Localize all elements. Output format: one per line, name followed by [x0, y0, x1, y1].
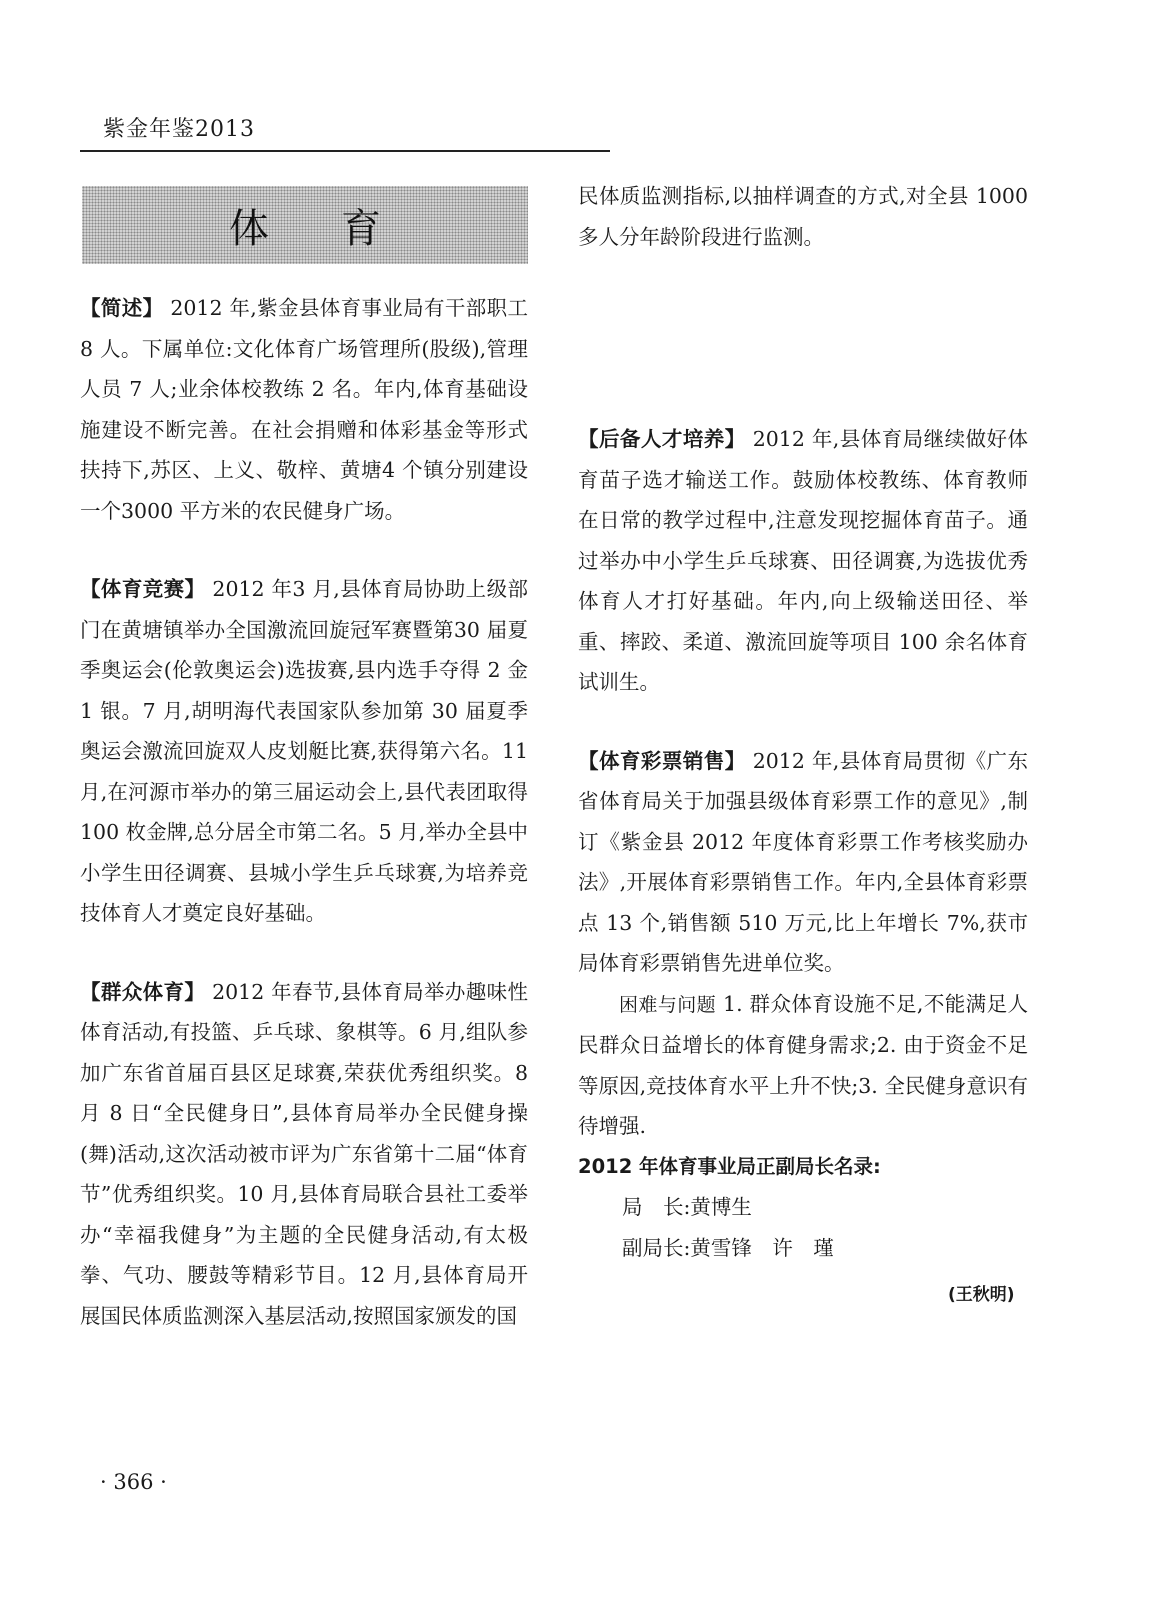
section-title-banner [82, 186, 528, 264]
paragraph-problems [578, 984, 1028, 1147]
text-talent: 2012 年,县体育局继续做好体育苗子选才输送工作。鼓励体校教练、体育教师在日常的教学过程中,注意发现挖掘体育苗子。通过举办中小学生乒乓球赛、田径调赛,为选拔优秀体育人才打好基础。年内,向上级输送田径、举重、摔跤、柔道、激流回旋等项目 100 余名体育试训生。 [578, 427, 1028, 694]
paragraph-lottery [578, 741, 1028, 984]
tag-competition: 【体育竞赛】 [80, 577, 206, 601]
tag-lottery: 【体育彩票销售】 [578, 748, 746, 773]
running-header: 紫金年鉴2013 [103, 117, 255, 142]
section-title: 体育 [229, 205, 453, 252]
text-lottery: 2012 年,县体育局贯彻《广东省体育局关于加强县级体育彩票工作的意见》,制订《紫金县 2012 年度体育彩票工作考核奖励办法》,开展体育彩票销售工作。年内,全县体育彩票点 13 个,销售额 510 万元,比上年增长 7%,获市局体育彩票销售先进单位奖。 [578, 748, 1028, 975]
text-problems: 1. 群众体育设施不足,不能满足人民群众日益增长的体育健身需求;2. 由于资金不足等原因,竞技体育水平上升不快;3. 全民健身意识有待增强. [578, 991, 1028, 1138]
text-overview: 2012 年,紫金县体育事业局有干部职工 8 人。下属单位:文化体育广场管理所(股级),管理人员 7 人;业余体校教练 2 名。年内,体育基础设施建设不断完善。在社会捐赠和体彩基金等形式扶持下,苏区、上义、敬梓、黄塘4 个镇分别建设一个3000 平方米的农民健身广场。 [80, 296, 528, 523]
paragraph-mass-sports-continued: 民体质监测指标,以抽样调查的方式,对全县 1000 多人分年龄阶段进行监测。 [578, 184, 1028, 249]
paragraph-competition [80, 569, 528, 934]
paragraph-mass-sports [80, 972, 528, 1337]
paragraph-overview [80, 288, 528, 531]
text-competition: 2012 年3 月,县体育局协助上级部门在黄塘镇举办全国激流回旋冠军赛暨第30 届夏季奥运会(伦敦奥运会)选拔赛,县内选手夺得 2 金 1 银。7 月,胡明海代表国家队参加第 30 届夏季奥运会激流回旋双人皮划艇比赛,获得第六名。11 月,在河源市举办的第三届运动会上,县代表团取得 100 枚金牌,总分居全市第二名。5 月,举办全县中小学生田径调赛、县城小学生乒乓球赛,为培养竞技体育人才奠定良好基础。 [80, 577, 529, 925]
roster-deputies: 副局长:黄雪锋 许 瑾 [622, 1235, 834, 1260]
author-credit: (王秋明) [948, 1285, 1015, 1305]
label-problems: 困难与问题 [619, 993, 717, 1016]
text-mass-sports: 2012 年春节,县体育局举办趣味性体育活动,有投篮、乒乓球、象棋等。6 月,组队参加广东省首届百县区足球赛,荣获优秀组织奖。8 月 8 日“全民健身日”,县体育局举办全民健身操(舞)活动,这次活动被市评为广东省第十二届“体育节”优秀组织奖。10 月,县体育局联合县社工委举办“幸福我健身”为主题的全民健身活动,有太极拳、气功、腰鼓等精彩节目。12 月,县体育局开展国民体质监测深入基层活动,按照国家颁发的国 [80, 979, 528, 1328]
left-column [80, 288, 528, 1336]
page-number: · 366 · [100, 1470, 167, 1494]
tag-talent: 【后备人才培养】 [578, 427, 746, 451]
right-column [578, 176, 1028, 1268]
tag-overview: 【简述】 [80, 296, 164, 320]
roster-heading: 2012 年体育事业局正副局长名录: [578, 1154, 881, 1178]
paragraph-talent [578, 419, 1028, 703]
header-rule [80, 150, 610, 152]
roster-director: 局 长:黄博生 [622, 1195, 752, 1219]
tag-mass-sports: 【群众体育】 [80, 979, 206, 1004]
